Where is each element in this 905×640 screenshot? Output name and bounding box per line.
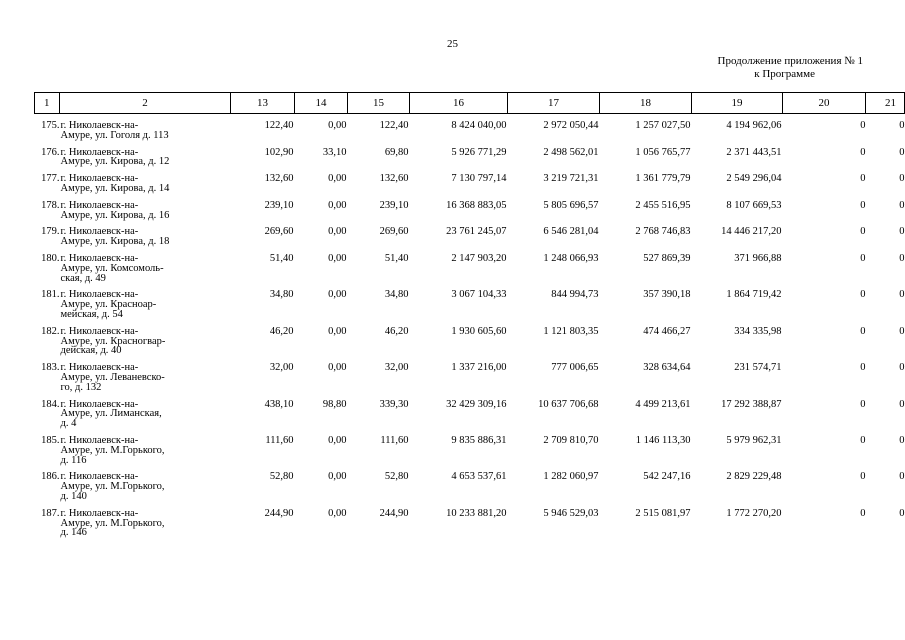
cell-c19: 4 194 962,06 bbox=[726, 120, 782, 131]
cell-c18: 527 869,39 bbox=[643, 252, 691, 264]
cell-c15: 111,60 bbox=[380, 434, 409, 446]
cell-c19: 334 335,98 bbox=[734, 325, 782, 337]
cell-num: 179. bbox=[41, 226, 60, 238]
cell-c20: 0 bbox=[860, 434, 866, 446]
cell-c17: 10 637 706,68 bbox=[538, 398, 599, 410]
cell-c18: 474 466,27 bbox=[643, 325, 691, 337]
cell-addr: г. Николаевск-на- Амуре, ул. Красноар- мейская, д. 54 bbox=[60, 289, 157, 320]
cell-c13: 51,40 bbox=[269, 252, 294, 264]
cell-c14: 98,80 bbox=[322, 398, 347, 410]
cell-c16: 9 835 886,31 bbox=[451, 434, 507, 446]
cell-c14: 0,00 bbox=[328, 226, 347, 238]
cell-c19: 1 864 719,42 bbox=[726, 289, 782, 301]
table-row bbox=[35, 168, 905, 195]
cell-c16: 2 147 903,20 bbox=[451, 252, 507, 264]
cell-c18: 542 247,16 bbox=[643, 471, 691, 483]
cell-c19: 8 107 669,53 bbox=[726, 199, 782, 211]
cell-addr: г. Николаевск-на- Амуре, ул. Лиманская, д. 4 bbox=[60, 398, 162, 430]
cell-c18: 2 515 081,97 bbox=[635, 507, 691, 519]
cell-c17: 2 709 810,70 bbox=[543, 434, 599, 446]
cell-c18: 357 390,18 bbox=[643, 289, 691, 301]
program-table bbox=[34, 92, 905, 539]
table-row bbox=[35, 430, 905, 466]
cell-num: 177. bbox=[41, 173, 60, 185]
header-col-1: 1 bbox=[35, 93, 60, 114]
cell-c14: 0,00 bbox=[328, 173, 347, 185]
cell-c21: 0 bbox=[899, 199, 905, 211]
cell-c18: 1 361 779,79 bbox=[635, 173, 691, 185]
cell-c14: 0,00 bbox=[328, 434, 347, 446]
cell-c21: 0 bbox=[899, 226, 905, 238]
cell-num: 181. bbox=[41, 289, 60, 301]
cell-c20: 0 bbox=[860, 120, 866, 131]
cell-c16: 5 926 771,29 bbox=[451, 146, 507, 158]
cell-c18: 2 455 516,95 bbox=[635, 199, 691, 211]
cell-c20: 0 bbox=[860, 252, 866, 264]
table-row bbox=[35, 284, 905, 320]
cell-addr: г. Николаевск-на- Амуре, ул. Комсомоль- ская, д. 49 bbox=[60, 252, 164, 284]
cell-c19: 371 966,88 bbox=[734, 252, 782, 264]
cell-c21: 0 bbox=[899, 362, 905, 374]
table-row bbox=[35, 357, 905, 393]
cell-addr: г. Николаевск-на- Амуре, ул. Кирова, д. 12 bbox=[60, 146, 170, 168]
cell-num: 186. bbox=[41, 471, 60, 483]
cell-c21: 0 bbox=[899, 146, 905, 158]
cell-c16: 1 337 216,00 bbox=[451, 362, 507, 374]
cell-c19: 1 772 270,20 bbox=[726, 507, 782, 519]
continuation-note bbox=[718, 55, 863, 81]
cell-c13: 438,10 bbox=[264, 398, 294, 410]
cell-c16: 3 067 104,33 bbox=[451, 289, 507, 301]
header-col-21: 21 bbox=[866, 93, 905, 114]
cell-addr: г. Николаевск-на- Амуре, ул. М.Горького, д. 116 bbox=[60, 434, 165, 466]
cell-c14: 0,00 bbox=[328, 199, 347, 211]
cell-num: 176. bbox=[41, 146, 60, 158]
cell-c16: 7 130 797,14 bbox=[451, 173, 507, 185]
cell-c16: 4 653 537,61 bbox=[451, 471, 507, 483]
cell-c17: 1 121 803,35 bbox=[543, 325, 599, 337]
cell-c15: 239,10 bbox=[379, 199, 409, 211]
header-col-18: 18 bbox=[600, 93, 692, 114]
cell-c18: 1 056 765,77 bbox=[635, 146, 691, 158]
cell-c16: 10 233 881,20 bbox=[446, 507, 507, 519]
cell-c15: 69,80 bbox=[384, 146, 409, 158]
cell-num: 182. bbox=[41, 325, 60, 337]
cell-c13: 34,80 bbox=[269, 289, 294, 301]
cell-c15: 269,60 bbox=[379, 226, 409, 238]
cell-c21: 0 bbox=[899, 398, 905, 410]
continuation-line-1: Продолжение приложения № 1 bbox=[717, 55, 863, 67]
cell-addr: г. Николаевск-на- Амуре, ул. Кирова, д. 16 bbox=[60, 199, 170, 221]
cell-c18: 1 257 027,50 bbox=[635, 120, 691, 131]
cell-c21: 0 bbox=[899, 434, 905, 446]
header-col-13: 13 bbox=[231, 93, 295, 114]
cell-c20: 0 bbox=[860, 199, 866, 211]
table-row bbox=[35, 221, 905, 248]
cell-c21: 0 bbox=[899, 289, 905, 301]
table-header-row bbox=[35, 93, 905, 114]
header-col-19: 19 bbox=[692, 93, 783, 114]
cell-c21: 0 bbox=[899, 252, 905, 264]
cell-c18: 1 146 113,30 bbox=[635, 434, 691, 446]
cell-c15: 34,80 bbox=[384, 289, 409, 301]
cell-c18: 2 768 746,83 bbox=[635, 226, 691, 238]
cell-c13: 132,60 bbox=[264, 173, 294, 185]
cell-c15: 339,30 bbox=[379, 398, 409, 410]
page-number: 25 bbox=[447, 38, 458, 50]
table-row bbox=[35, 248, 905, 284]
cell-addr: г. Николаевск-на- Амуре, ул. М.Горького, д. 140 bbox=[60, 471, 165, 502]
cell-c20: 0 bbox=[860, 507, 866, 519]
cell-c15: 132,60 bbox=[379, 173, 409, 185]
cell-c16: 23 761 245,07 bbox=[446, 226, 507, 238]
cell-c16: 1 930 605,60 bbox=[451, 325, 507, 337]
cell-c20: 0 bbox=[860, 146, 866, 158]
cell-c15: 122,40 bbox=[379, 120, 409, 131]
cell-c20: 0 bbox=[860, 289, 866, 301]
cell-c21: 0 bbox=[899, 507, 905, 519]
cell-c14: 0,00 bbox=[328, 325, 347, 337]
table-row bbox=[35, 114, 905, 142]
cell-c15: 46,20 bbox=[384, 325, 409, 337]
cell-c15: 244,90 bbox=[379, 507, 409, 519]
cell-c17: 2 972 050,44 bbox=[543, 120, 599, 131]
cell-c19: 5 979 962,31 bbox=[726, 434, 782, 446]
cell-c17: 3 219 721,31 bbox=[543, 173, 599, 185]
cell-c13: 269,60 bbox=[264, 226, 294, 238]
cell-num: 185. bbox=[41, 434, 60, 446]
cell-c21: 0 bbox=[899, 173, 905, 185]
cell-c20: 0 bbox=[860, 325, 866, 337]
cell-addr: г. Николаевск-на- Амуре, ул. М.Горького, д. 146 bbox=[60, 507, 165, 539]
header-col-2: 2 bbox=[60, 93, 231, 114]
cell-c13: 111,60 bbox=[265, 434, 294, 446]
table-row bbox=[35, 142, 905, 169]
cell-num: 175. bbox=[41, 120, 60, 131]
cell-addr: г. Николаевск-на- Амуре, ул. Красногвар- дейская, д. 40 bbox=[60, 325, 166, 357]
cell-c13: 239,10 bbox=[264, 199, 294, 211]
table-row bbox=[35, 195, 905, 222]
cell-c13: 52,80 bbox=[269, 471, 294, 483]
header-col-20: 20 bbox=[783, 93, 866, 114]
cell-c18: 4 499 213,61 bbox=[635, 398, 691, 410]
table-row bbox=[35, 466, 905, 502]
cell-c17: 5 946 529,03 bbox=[543, 507, 599, 519]
cell-c13: 244,90 bbox=[264, 507, 294, 519]
cell-c15: 52,80 bbox=[384, 471, 409, 483]
cell-c17: 6 546 281,04 bbox=[543, 226, 599, 238]
cell-c20: 0 bbox=[860, 398, 866, 410]
cell-c19: 2 371 443,51 bbox=[726, 146, 782, 158]
cell-c20: 0 bbox=[860, 471, 866, 483]
cell-c16: 8 424 040,00 bbox=[451, 120, 507, 131]
cell-c14: 0,00 bbox=[328, 289, 347, 301]
cell-num: 184. bbox=[41, 398, 60, 410]
cell-c14: 0,00 bbox=[328, 120, 347, 131]
cell-c19: 2 549 296,04 bbox=[726, 173, 782, 185]
header-col-15: 15 bbox=[348, 93, 410, 114]
cell-c20: 0 bbox=[860, 173, 866, 185]
cell-c18: 328 634,64 bbox=[643, 362, 691, 374]
cell-c17: 1 248 066,93 bbox=[543, 252, 599, 264]
cell-c14: 0,00 bbox=[328, 252, 347, 264]
cell-c17: 1 282 060,97 bbox=[543, 471, 599, 483]
cell-c20: 0 bbox=[860, 362, 866, 374]
header-col-17: 17 bbox=[508, 93, 600, 114]
cell-c14: 33,10 bbox=[322, 146, 347, 158]
cell-c14: 0,00 bbox=[328, 471, 347, 483]
cell-addr: г. Николаевск-на- Амуре, ул. Гоголя д. 113 bbox=[60, 120, 169, 141]
cell-c15: 51,40 bbox=[384, 252, 409, 264]
cell-num: 187. bbox=[41, 507, 60, 519]
cell-addr: г. Николаевск-на- Амуре, ул. Кирова, д. 18 bbox=[60, 226, 170, 248]
cell-c16: 16 368 883,05 bbox=[446, 199, 507, 211]
cell-c19: 17 292 388,87 bbox=[721, 398, 782, 410]
cell-c13: 102,90 bbox=[264, 146, 294, 158]
cell-c21: 0 bbox=[899, 120, 905, 131]
cell-c21: 0 bbox=[899, 471, 905, 483]
table-row bbox=[35, 394, 905, 430]
header-col-16: 16 bbox=[410, 93, 508, 114]
cell-c14: 0,00 bbox=[328, 362, 347, 374]
cell-num: 180. bbox=[41, 252, 60, 264]
cell-c17: 5 805 696,57 bbox=[543, 199, 599, 211]
table-row bbox=[35, 321, 905, 357]
cell-c13: 46,20 bbox=[269, 325, 294, 337]
cell-num: 183. bbox=[41, 362, 60, 374]
table-body bbox=[35, 114, 905, 540]
cell-c13: 122,40 bbox=[264, 120, 294, 131]
header-col-14: 14 bbox=[295, 93, 348, 114]
cell-c19: 2 829 229,48 bbox=[726, 471, 782, 483]
cell-c17: 844 994,73 bbox=[551, 289, 599, 301]
continuation-line-2: к Программе bbox=[754, 68, 815, 80]
cell-c19: 14 446 217,20 bbox=[721, 226, 782, 238]
cell-c16: 32 429 309,16 bbox=[446, 398, 507, 410]
cell-c20: 0 bbox=[860, 226, 866, 238]
cell-num: 178. bbox=[41, 199, 60, 211]
cell-addr: г. Николаевск-на- Амуре, ул. Кирова, д. 14 bbox=[60, 173, 170, 194]
cell-c21: 0 bbox=[899, 325, 905, 337]
table-row bbox=[35, 503, 905, 539]
cell-c17: 777 006,65 bbox=[551, 362, 599, 374]
cell-addr: г. Николаевск-на- Амуре, ул. Леваневско- го, д. 132 bbox=[60, 362, 165, 393]
cell-c14: 0,00 bbox=[328, 507, 347, 519]
cell-c13: 32,00 bbox=[269, 362, 294, 374]
cell-c15: 32,00 bbox=[384, 362, 409, 374]
cell-c19: 231 574,71 bbox=[734, 362, 782, 374]
cell-c17: 2 498 562,01 bbox=[543, 146, 599, 158]
